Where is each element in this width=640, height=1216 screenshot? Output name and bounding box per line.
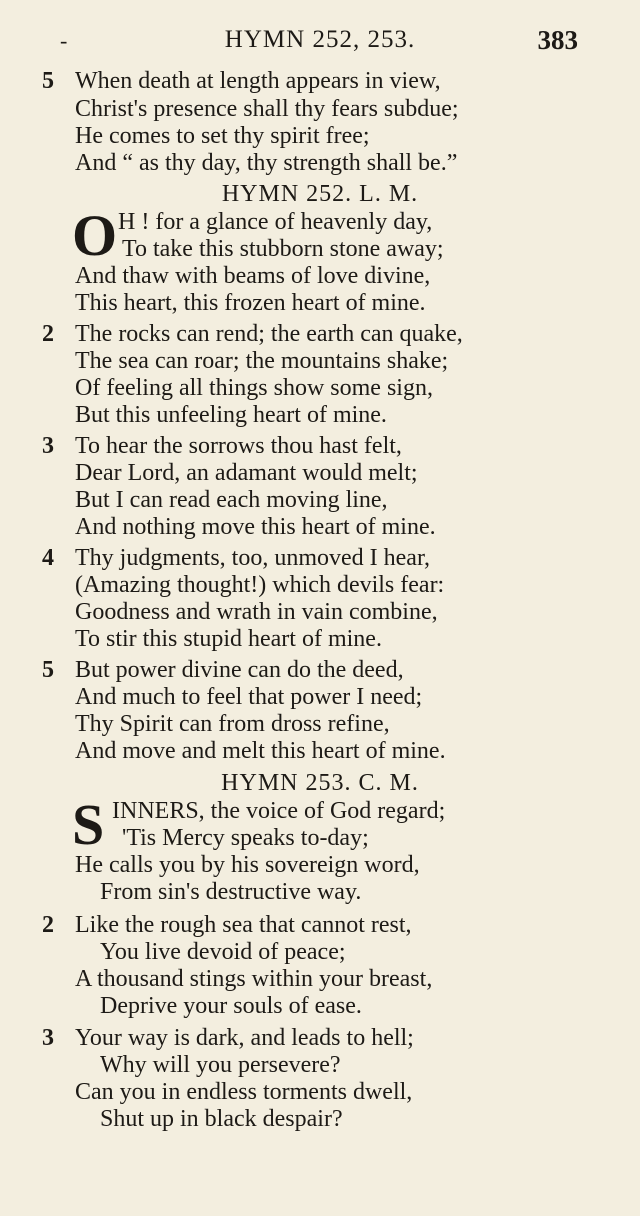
verse-line: Can you in endless torments dwell, <box>75 1079 413 1105</box>
verse-line: But I can read each moving line, <box>75 487 388 513</box>
hymn-253-title: HYMN 253. C. M. <box>221 770 419 796</box>
verse-line: The rocks can rend; the earth can quake, <box>75 321 463 347</box>
page-number: 383 <box>537 25 578 55</box>
verse-line: The sea can roar; the mountains shake; <box>75 348 449 374</box>
verse-line: But this unfeeling heart of mine. <box>75 402 387 428</box>
verse-line: H ! for a glance of heavenly day, <box>118 209 433 235</box>
verse-line: Why will you persevere? <box>100 1052 341 1078</box>
verse-line: Shut up in black despair? <box>100 1106 343 1132</box>
stanza-number: 5 <box>42 657 54 683</box>
stanza-number: 5 <box>42 68 54 94</box>
verse-line: Dear Lord, an adamant would melt; <box>75 460 418 486</box>
dropcap-letter: S <box>72 792 105 857</box>
verse-line: Deprive your souls of ease. <box>100 993 362 1019</box>
verse-line: He comes to set thy spirit free; <box>75 123 370 149</box>
verse-line: 'Tis Mercy speaks to-day; <box>122 825 369 851</box>
verse-line: Of feeling all things show some sign, <box>75 375 433 401</box>
stanza-number: 3 <box>42 433 54 459</box>
verse-line: Thy Spirit can from dross refine, <box>75 711 390 737</box>
header-dash: - <box>60 28 68 53</box>
verse-line: From sin's destructive way. <box>100 879 362 905</box>
verse-line: And thaw with beams of love divine, <box>75 263 431 289</box>
verse-line: And much to feel that power I need; <box>75 684 423 710</box>
verse-line: A thousand stings within your breast, <box>75 966 433 992</box>
verse-line: To stir this stupid heart of mine. <box>75 626 382 652</box>
verse-line: He calls you by his sovereign word, <box>75 852 420 878</box>
stanza-number: 2 <box>42 912 54 938</box>
stanza-number: 2 <box>42 321 54 347</box>
verse-line: And nothing move this heart of mine. <box>75 514 436 540</box>
verse-line: When death at length appears in view, <box>75 68 441 94</box>
verse-line: To hear the sorrows thou hast felt, <box>75 433 402 459</box>
verse-line: You live devoid of peace; <box>100 939 346 965</box>
verse-line: This heart, this frozen heart of mine. <box>75 290 426 316</box>
verse-line: Like the rough sea that cannot rest, <box>75 912 412 938</box>
verse-line: Your way is dark, and leads to hell; <box>75 1025 414 1051</box>
running-title: HYMN 252, 253. <box>224 26 416 53</box>
hymn-252-title: HYMN 252. L. M. <box>221 181 419 207</box>
verse-line: INNERS, the voice of God regard; <box>112 798 446 824</box>
verse-line: But power divine can do the deed, <box>75 657 404 683</box>
verse-line: To take this stubborn stone away; <box>122 236 444 262</box>
verse-line: And “ as thy day, thy strength shall be.” <box>75 150 458 176</box>
verse-line: And move and melt this heart of mine. <box>75 738 446 764</box>
stanza-number: 4 <box>42 545 54 571</box>
stanza-number: 3 <box>42 1025 54 1051</box>
page-header <box>0 26 640 62</box>
verse-line: (Amazing thought!) which devils fear: <box>75 572 445 598</box>
verse-line: Goodness and wrath in vain combine, <box>75 599 438 625</box>
verse-line: Christ's presence shall thy fears subdue; <box>75 96 459 122</box>
verse-line: Thy judgments, too, unmoved I hear, <box>75 545 430 571</box>
dropcap-letter: O <box>72 203 118 268</box>
